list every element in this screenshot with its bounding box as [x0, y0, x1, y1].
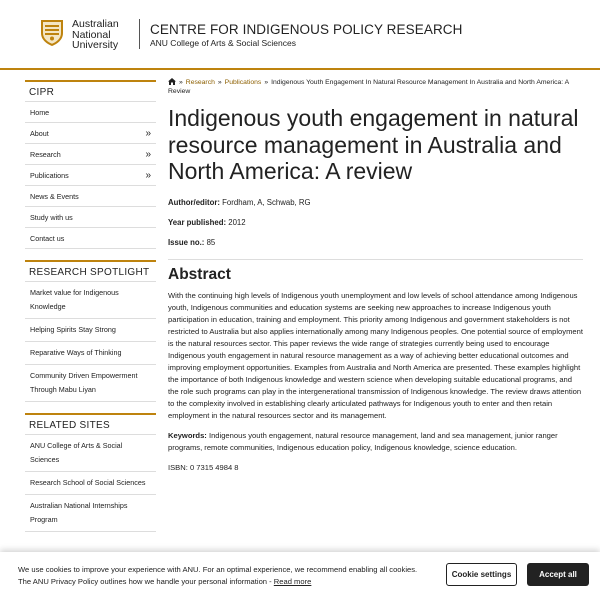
- site-header: [0, 0, 600, 70]
- related-site-link[interactable]: Research School of Social Sciences: [25, 472, 156, 495]
- sidebar-item-label: Research: [30, 149, 61, 159]
- author-row: [168, 197, 583, 217]
- publication-meta: [168, 197, 583, 257]
- cookie-message: We use cookies to improve your experience with ANU. For an optimal experience, we recommend enabling all cookies. The ANU Privacy Policy outlines how we handle your personal information -: [18, 565, 418, 586]
- sidebar-item-news-events[interactable]: [25, 186, 156, 207]
- research-spotlight: [25, 260, 156, 402]
- main-content: [168, 78, 583, 472]
- university-name[interactable]: [72, 19, 119, 51]
- breadcrumb-research[interactable]: Research: [185, 79, 215, 86]
- university-name-line3: University: [72, 39, 119, 51]
- accept-all-button[interactable]: Accept all: [527, 563, 589, 586]
- keywords-label: Keywords:: [168, 430, 207, 440]
- chevron-right-icon[interactable]: »: [145, 127, 151, 139]
- breadcrumb-publications[interactable]: Publications: [224, 79, 262, 86]
- home-icon[interactable]: [168, 78, 176, 85]
- cookie-text: [18, 564, 423, 588]
- sidebar-nav-title[interactable]: CIPR: [25, 80, 156, 102]
- cookie-settings-button[interactable]: Cookie settings: [446, 563, 517, 586]
- issue-value: 85: [206, 237, 216, 247]
- sidebar-item-study[interactable]: [25, 207, 156, 228]
- university-name-line2: National: [72, 28, 111, 41]
- isbn: ISBN: 0 7315 4984 8: [168, 462, 239, 472]
- chevron-right-icon[interactable]: »: [145, 169, 151, 181]
- year-row: [168, 217, 583, 237]
- sidebar-item-contact[interactable]: [25, 228, 156, 249]
- author-label: Author/editor:: [168, 197, 220, 207]
- sidebar-item-label: Study with us: [30, 212, 73, 222]
- sidebar-item-publications[interactable]: [25, 165, 156, 186]
- spotlight-link[interactable]: Market value for Indigenous Knowledge: [25, 282, 156, 319]
- author-value: Fordham, A, Schwab, RG: [222, 197, 311, 207]
- university-name-line1: Australian: [72, 18, 119, 30]
- page-title: Indigenous youth engagement in natural resource management in Australia and North America: A review: [168, 105, 579, 184]
- college-subtitle[interactable]: ANU College of Arts & Social Sciences: [150, 38, 296, 48]
- sidebar: [25, 80, 156, 532]
- sidebar-nav: [25, 80, 156, 249]
- sidebar-item-label: News & Events: [30, 191, 79, 201]
- anu-crest-icon[interactable]: [40, 19, 64, 47]
- chevron-right-icon[interactable]: »: [145, 148, 151, 160]
- sidebar-item-label: Contact us: [30, 233, 65, 243]
- breadcrumb-separator: »: [217, 79, 222, 86]
- keywords: [168, 430, 583, 454]
- sidebar-item-about[interactable]: [25, 123, 156, 144]
- related-site-link[interactable]: ANU College of Arts & Social Sciences: [25, 435, 156, 472]
- issue-label: Issue no.:: [168, 237, 205, 247]
- spotlight-link[interactable]: Helping Spirits Stay Strong: [25, 319, 156, 342]
- related-site-link[interactable]: Australian National Internships Program: [25, 495, 156, 532]
- abstract-text: With the continuing high levels of Indigenous youth unemployment and low levels of school attendance among Indigenous youth, Indigenous communities and education systems are seeking new approaches to increase Indigenous youth participation in education, training and employment. This priority among Indigenous and government stakeholders is not restricted to Australia but also applies internationally among many Indigenous peoples. One potential source of employment is the natural resources sector. This paper reviews the wide range of strategies currently being used to encourage Indigenous youth engagement in natural resource management as a way of achieving better educational outcomes and improving employment opportunities. Examples from Australia and North America are presented. These examples highlight the importance of both Indigenous knowledge and western science when developing suitable educational programs, and the role such programs can play in the intergenerational transmission of Indigenous knowledge. The review draws attention to the complexity involved in establishing clearly articulated pathways for Indigenous youth to enter and then retain employment in the natural resources sector and its management.: [168, 290, 583, 420]
- sidebar-item-home[interactable]: [25, 102, 156, 123]
- related-sites-title: RELATED SITES: [25, 413, 156, 435]
- header-divider: [139, 19, 140, 49]
- breadcrumb-current: Indigenous Youth Engagement In Natural Resource Management In Australia and North America: A Review: [168, 79, 569, 95]
- sidebar-item-research[interactable]: [25, 144, 156, 165]
- sidebar-item-label: Publications: [30, 170, 69, 180]
- centre-title[interactable]: CENTRE FOR INDIGENOUS POLICY RESEARCH: [150, 22, 463, 37]
- year-label: Year published:: [168, 217, 227, 227]
- breadcrumb-separator: »: [179, 79, 183, 86]
- spotlight-link[interactable]: Community Driven Empowerment Through Mabu Liyan: [25, 365, 156, 402]
- breadcrumb: [168, 78, 583, 96]
- abstract-heading: Abstract: [168, 259, 583, 284]
- spotlight-link[interactable]: Reparative Ways of Thinking: [25, 342, 156, 365]
- research-spotlight-title: RESEARCH SPOTLIGHT: [25, 260, 156, 282]
- related-sites: [25, 413, 156, 532]
- sidebar-item-label: About: [30, 128, 49, 138]
- sidebar-item-label: Home: [30, 107, 50, 117]
- year-value: 2012: [228, 217, 246, 227]
- read-more-link[interactable]: Read more: [273, 577, 312, 586]
- issue-row: [168, 237, 583, 257]
- keywords-value: Indigenous youth engagement, natural resource management, land and sea management, junior ranger programs, remote communities, Indigenous education policy, Indigenous knowledge, science education.: [168, 430, 558, 452]
- breadcrumb-separator: »: [264, 79, 269, 86]
